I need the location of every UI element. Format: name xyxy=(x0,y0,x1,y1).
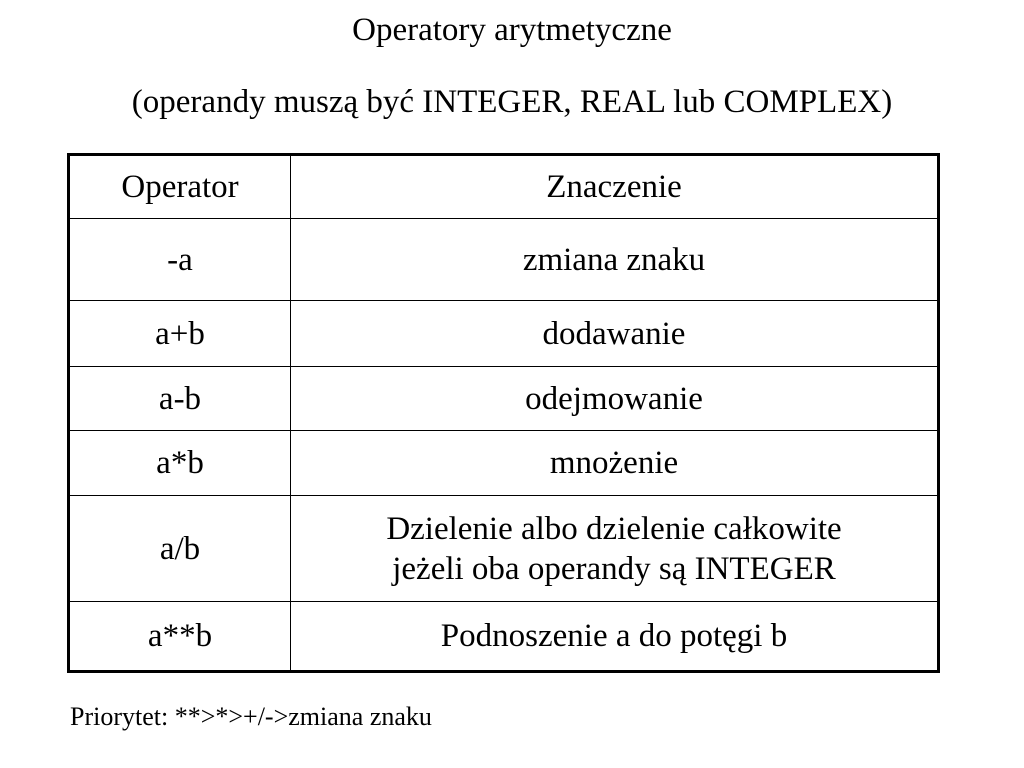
table-row xyxy=(69,367,939,431)
table-row xyxy=(69,301,939,367)
header-meaning: Znaczenie xyxy=(291,155,939,219)
table-row xyxy=(69,219,939,301)
table-row xyxy=(69,602,939,672)
table-row xyxy=(69,431,939,496)
operator-cell: a*b xyxy=(69,431,291,496)
operator-cell: a+b xyxy=(69,301,291,367)
meaning-cell: dodawanie xyxy=(291,301,939,367)
meaning-cell: odejmowanie xyxy=(291,367,939,431)
meaning-line-2: jeżeli oba operandy są INTEGER xyxy=(392,550,836,587)
table-header-row xyxy=(69,155,939,219)
operators-table xyxy=(67,153,940,673)
operator-cell: a-b xyxy=(69,367,291,431)
priority-note: Priorytet: **>*>+/->zmiana znaku xyxy=(70,702,432,731)
meaning-cell: Podnoszenie a do potęgi b xyxy=(291,602,939,672)
meaning-cell xyxy=(291,496,939,602)
header-operator: Operator xyxy=(69,155,291,219)
slide-subtitle: (operandy muszą być INTEGER, REAL lub COMPLEX) xyxy=(131,84,893,120)
meaning-line-1: Dzielenie albo dzielenie całkowite xyxy=(386,510,842,547)
operator-cell: a/b xyxy=(69,496,291,602)
slide-title: Operatory arytmetyczne xyxy=(352,12,672,48)
meaning-cell: zmiana znaku xyxy=(291,219,939,301)
operator-cell: -a xyxy=(69,219,291,301)
operator-cell: a**b xyxy=(69,602,291,672)
table-row xyxy=(69,496,939,602)
meaning-cell: mnożenie xyxy=(291,431,939,496)
